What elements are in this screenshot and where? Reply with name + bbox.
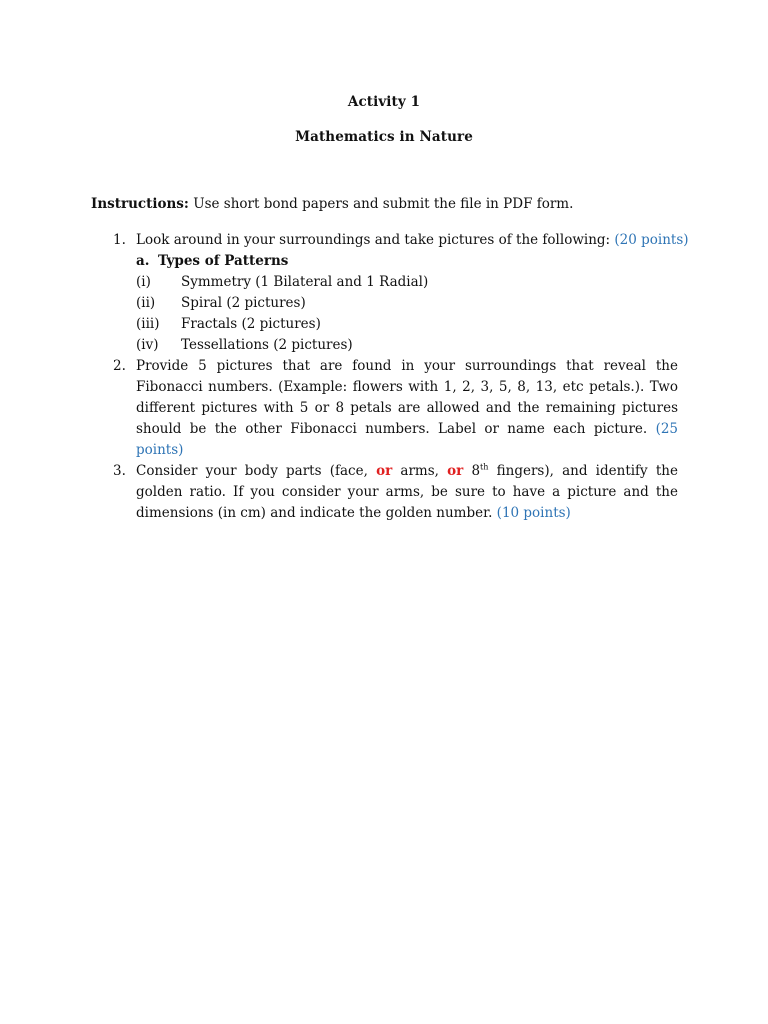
points-label: (20 points) (614, 232, 689, 248)
pattern-item (136, 293, 678, 314)
pattern-numeral: (iv) (136, 337, 159, 353)
or-emphasis: or (376, 463, 393, 479)
item-text-part3: 8 (471, 463, 481, 479)
subject-title: Mathematics in Nature (295, 129, 473, 145)
pattern-numeral: (iii) (136, 316, 160, 332)
sub-heading (136, 251, 678, 272)
pattern-label: Tessellations (2 pictures) (181, 337, 353, 353)
item-text: Look around in your surroundings and take pictures of the following: (136, 232, 611, 248)
activity-list (91, 230, 689, 524)
instructions-text: Use short bond papers and submit the file in PDF form. (193, 196, 574, 212)
pattern-item (136, 314, 678, 335)
sub-heading-marker: a. (136, 253, 150, 269)
pattern-numeral: (i) (136, 274, 151, 290)
instructions (91, 196, 691, 212)
pattern-numeral: (ii) (136, 295, 156, 311)
item-text-part1: Consider your body parts (face, (136, 463, 368, 479)
activity-title: Activity 1 (347, 94, 421, 110)
pattern-label: Fractals (2 pictures) (181, 316, 321, 332)
pattern-item (136, 335, 678, 356)
item-number: 2. (113, 358, 126, 374)
item-text-part2: arms, (400, 463, 439, 479)
sub-heading-text: Types of Patterns (158, 253, 289, 269)
list-item-1 (91, 230, 689, 356)
item-text: Provide 5 pictures that are found in your surroundings that reveal the Fibonacci numbers. (Example: flowers with 1, 2, 3, 5, 8, 13, etc petals.). Two different pictures with 5 or 8 petals are allowed and the remaining pictures should be the other Fibonacci numbers. Label or name each picture. (136, 358, 678, 437)
item-number: 3. (113, 463, 126, 479)
points-label: (10 points) (496, 505, 571, 521)
item-number: 1. (113, 232, 126, 248)
or-emphasis: or (447, 463, 464, 479)
instructions-label: Instructions: (91, 196, 189, 212)
points-label: (25 points) (136, 421, 679, 458)
item-text-part4: fingers), and identify the golden ratio. If you consider your arms, be sure to have a picture and the dimensions (in cm) and indicate the golden number. (136, 463, 678, 521)
pattern-label: Spiral (2 pictures) (181, 295, 306, 311)
list-item-3 (91, 461, 678, 524)
pattern-label: Symmetry (1 Bilateral and 1 Radial) (181, 274, 429, 290)
pattern-item (136, 272, 678, 293)
list-item-2 (91, 356, 678, 461)
ordinal-superscript: th (480, 462, 489, 472)
